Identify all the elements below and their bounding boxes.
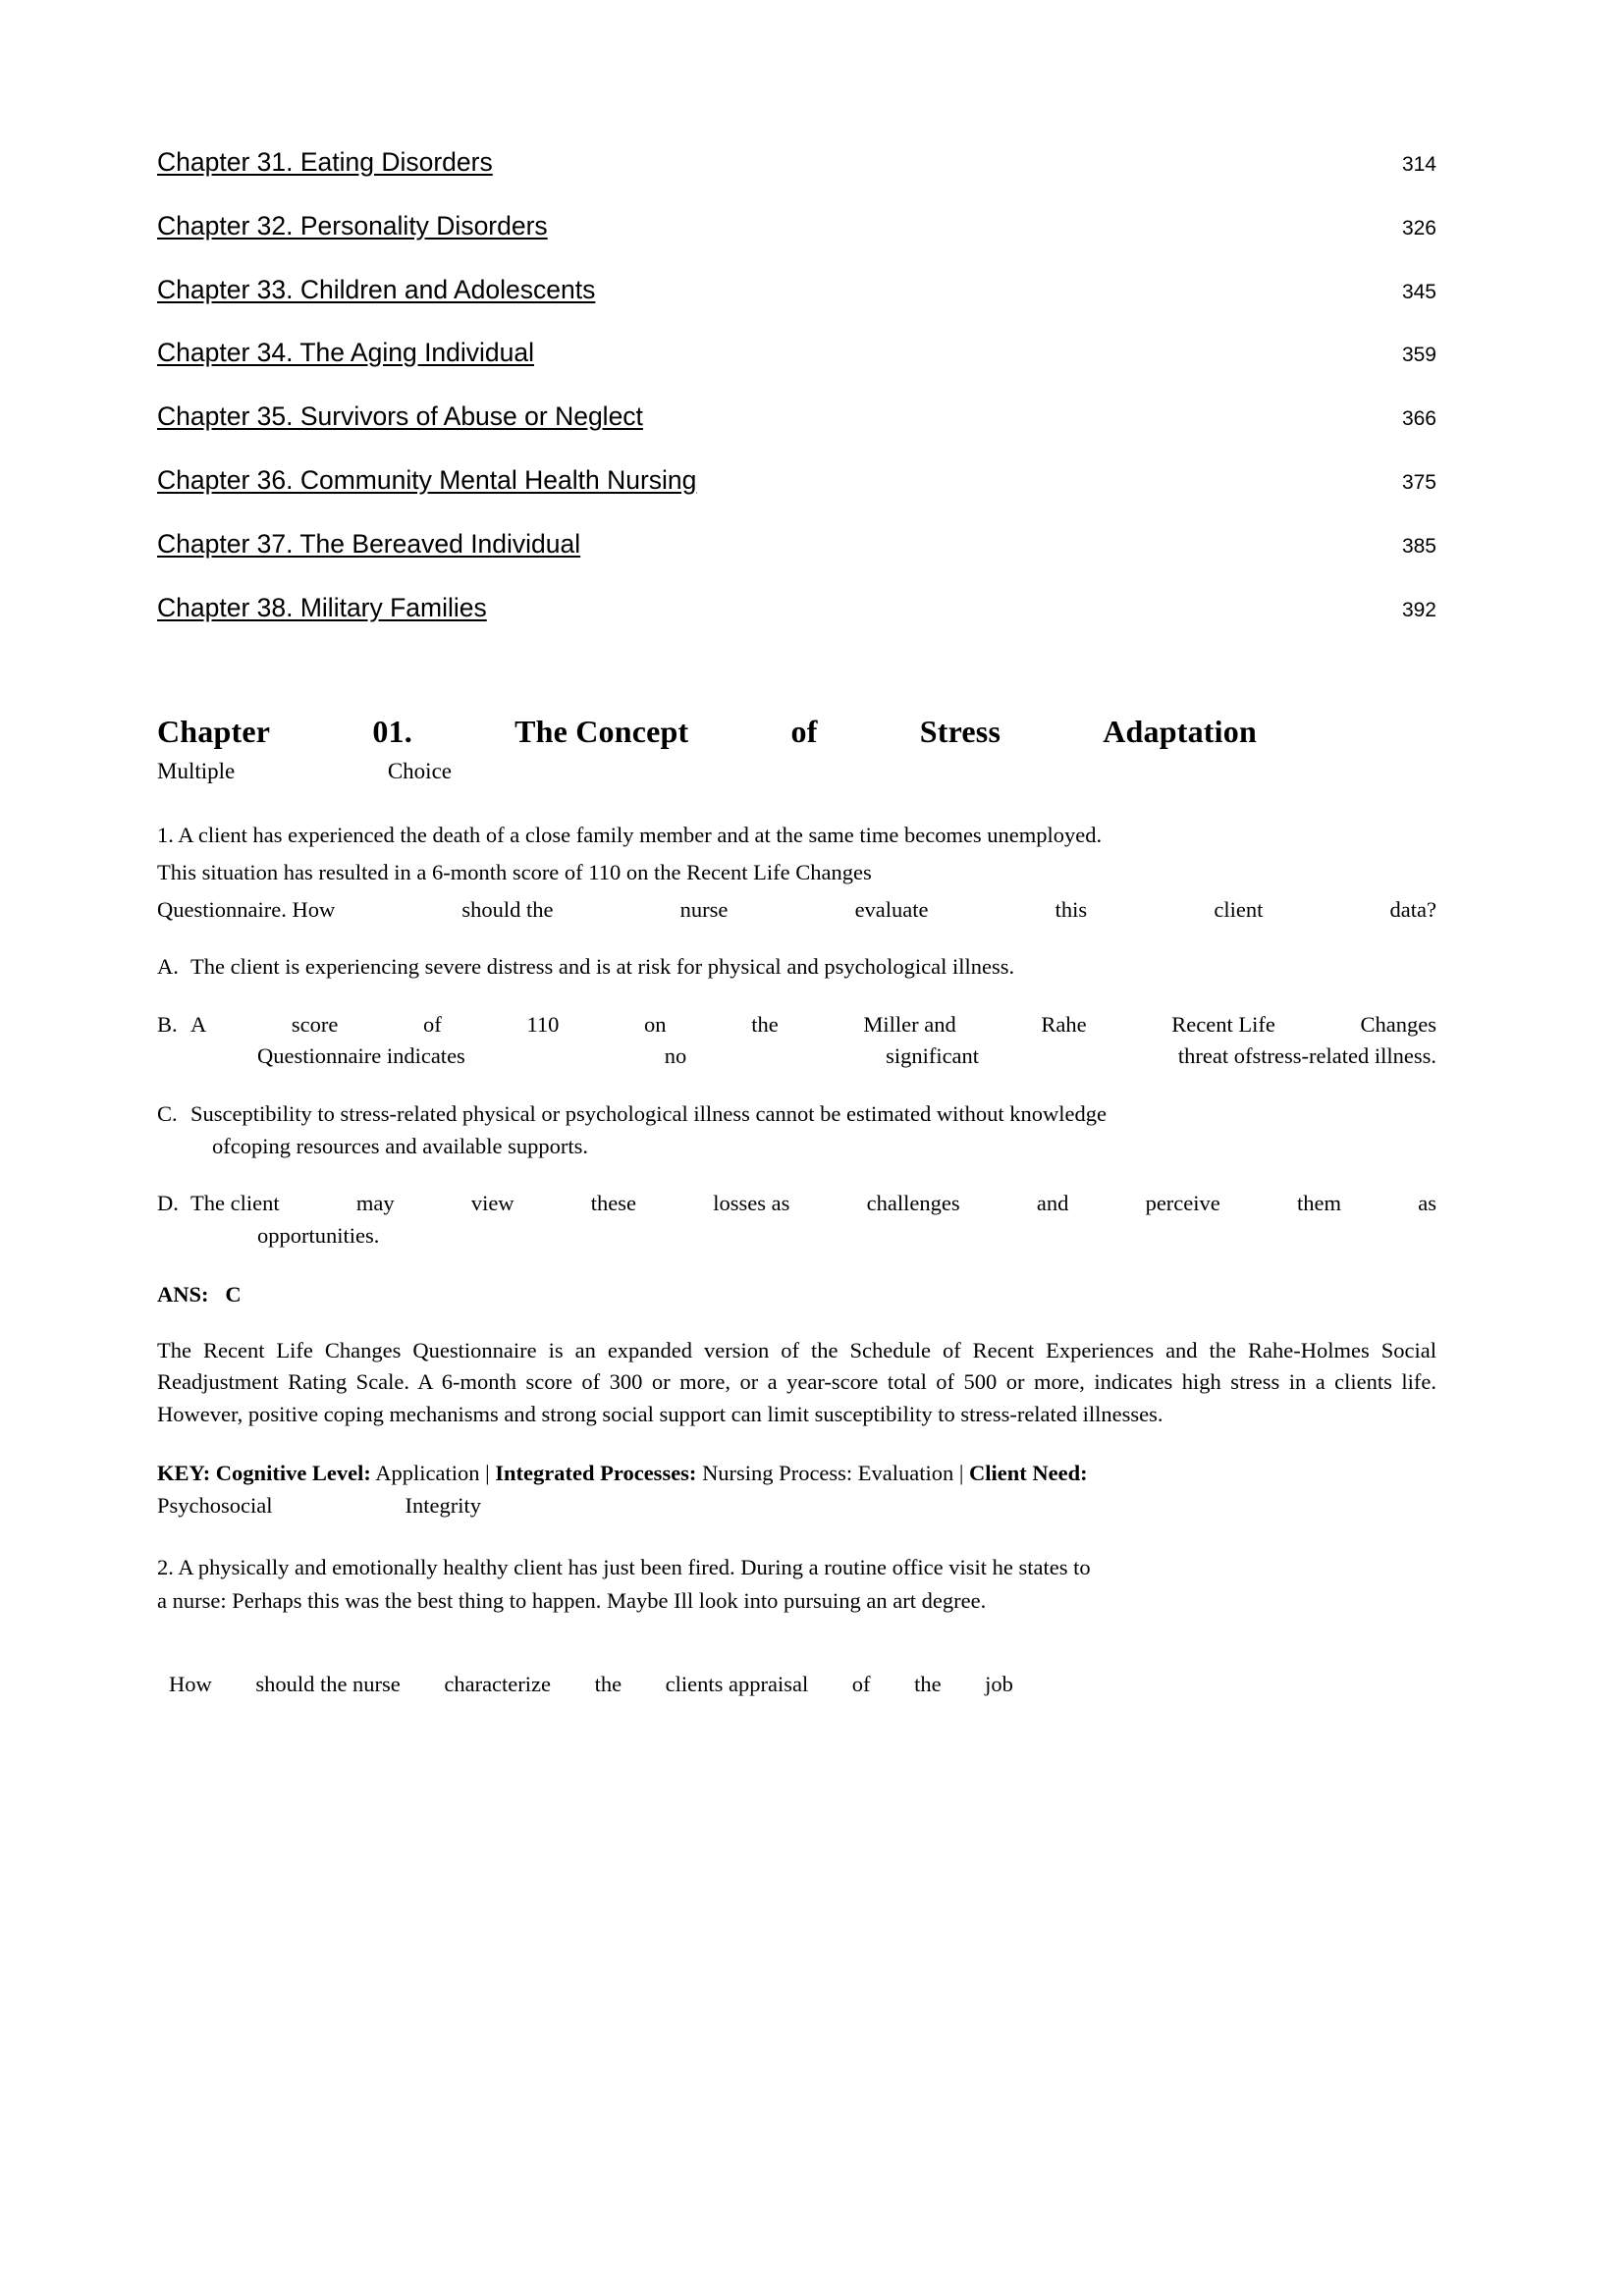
- question-2-line-3: [169, 1672, 1013, 1697]
- toc-entry-page: 392: [1401, 598, 1436, 621]
- option-text-line-2: opportunities.: [257, 1222, 380, 1248]
- stem-fragment: should the: [461, 897, 554, 923]
- question-1-stem-line-3: [157, 894, 1436, 926]
- toc-entry-page: 326: [1401, 216, 1436, 240]
- toc-entry-title[interactable]: Chapter 32. Personality Disorders: [157, 210, 548, 240]
- option-fragment: Questionnaire indicates: [257, 1043, 465, 1069]
- chapter-heading-word: The Concept: [514, 714, 689, 750]
- toc-entry-page: 345: [1401, 280, 1436, 303]
- toc-entry[interactable]: [157, 147, 1436, 179]
- question-fragment: of: [851, 1671, 871, 1696]
- answer-option-a[interactable]: [157, 951, 1436, 984]
- toc-entry[interactable]: [157, 401, 1436, 433]
- chapter-subheading: [157, 759, 452, 784]
- stem-fragment: client: [1214, 897, 1264, 923]
- chapter-heading-word: Chapter: [157, 714, 271, 750]
- key-value-client-need-word: Integrity: [405, 1493, 481, 1519]
- question-2-line-2: a nurse: Perhaps this was the best thing to happen. Maybe Ill look into pursuing an art degree.: [157, 1587, 987, 1613]
- toc-entry[interactable]: [157, 338, 1436, 369]
- option-fragment: on: [644, 1011, 667, 1037]
- question-fragment: characterize: [444, 1671, 552, 1696]
- option-fragment: these: [590, 1191, 637, 1216]
- question-1-stem-line-1: 1. A client has experienced the death of a close family member and at the same time becomes unemployed.: [157, 823, 1103, 848]
- toc-entry-title[interactable]: Chapter 33. Children and Adolescents: [157, 274, 596, 304]
- option-fragment: losses as: [713, 1191, 790, 1216]
- answer-option-c[interactable]: [157, 1098, 1436, 1162]
- option-fragment: challenges: [866, 1191, 960, 1216]
- option-fragment: perceive: [1145, 1191, 1220, 1216]
- option-fragment: significant: [886, 1043, 980, 1069]
- option-text-line-1: Susceptibility to stress-related physical or psychological illness cannot be estimated without knowledge: [190, 1101, 1107, 1127]
- key-label-integrated-processes: Integrated Processes:: [495, 1461, 697, 1486]
- toc-entry-page: 314: [1401, 153, 1436, 176]
- question-fragment: the: [914, 1671, 942, 1696]
- answer-option-d[interactable]: [157, 1188, 1436, 1252]
- stem-fragment: this: [1055, 897, 1088, 923]
- question-2-line-1: 2. A physically and emotionally healthy client has just been fired. During a routine office visit he states to: [157, 1554, 1091, 1579]
- key-line-2: [157, 1490, 481, 1522]
- question-fragment: clients appraisal: [665, 1671, 809, 1696]
- answer-label: ANS:: [157, 1281, 209, 1307]
- key-label-cognitive-level: KEY: Cognitive Level:: [157, 1461, 371, 1486]
- question-1: [157, 820, 1436, 1522]
- toc-entry[interactable]: [157, 593, 1436, 624]
- chapter-heading-word: Adaptation: [1103, 714, 1257, 750]
- question-fragment: job: [985, 1671, 1013, 1696]
- option-fragment: them: [1297, 1191, 1341, 1216]
- key-value-client-need-word: Psychosocial: [157, 1493, 273, 1519]
- stem-fragment: data?: [1389, 897, 1436, 923]
- toc-entry-page: 375: [1401, 470, 1436, 494]
- rationale-text: The Recent Life Changes Questionnaire is an expanded version of the Schedule of Recent Experiences and the Rahe-Holmes Social Readjustment Rating Scale. A 6-month score of 300 or more, or a year-score total of 500 or more, indicates high stress in a clients life. However, positive coping mechanisms and strong social support can limit susceptibility to stress-related illnesses.: [157, 1337, 1436, 1426]
- toc-entry[interactable]: [157, 465, 1436, 497]
- key-value-integrated-processes: Nursing Process: Evaluation |: [696, 1461, 970, 1486]
- answer-option-b[interactable]: [157, 1009, 1436, 1073]
- option-fragment: A: [190, 1011, 207, 1037]
- question-fragment: the: [594, 1671, 622, 1696]
- subheading-word: Choice: [387, 759, 452, 784]
- option-text-line-2: [257, 1041, 1436, 1073]
- option-fragment: The client: [190, 1191, 280, 1216]
- question-fragment: How: [169, 1671, 212, 1696]
- option-letter: C.: [157, 1101, 178, 1127]
- option-fragment: and: [1036, 1191, 1069, 1216]
- option-fragment: Changes: [1360, 1011, 1436, 1037]
- question-2: [157, 1552, 1436, 1697]
- stem-fragment: nurse: [679, 897, 729, 923]
- option-fragment: Rahe: [1041, 1011, 1087, 1037]
- key-block: [157, 1458, 1436, 1522]
- toc-entry-title[interactable]: Chapter 37. The Bereaved Individual: [157, 528, 581, 559]
- key-value-cognitive-level: Application |: [370, 1461, 496, 1486]
- toc-entry-page: 385: [1401, 534, 1436, 558]
- option-fragment: Recent Life: [1171, 1011, 1275, 1037]
- stem-fragment: evaluate: [854, 897, 929, 923]
- option-letter: A.: [157, 954, 179, 980]
- option-text-line-1: [190, 1188, 1436, 1220]
- table-of-contents: [157, 147, 1436, 623]
- toc-entry-title[interactable]: Chapter 34. The Aging Individual: [157, 338, 535, 368]
- key-line-1: [157, 1458, 1436, 1490]
- key-label-client-need: Client Need:: [969, 1461, 1088, 1486]
- option-text-line-1: [190, 1009, 1436, 1041]
- option-fragment: score: [291, 1011, 339, 1037]
- chapter-heading-word: Stress: [919, 714, 1001, 750]
- stem-fragment: Questionnaire. How: [157, 897, 336, 923]
- toc-entry[interactable]: [157, 529, 1436, 561]
- option-fragment: of: [423, 1011, 442, 1037]
- option-text: The client is experiencing severe distress and is at risk for physical and psychological illness.: [190, 954, 1015, 980]
- toc-entry-title[interactable]: Chapter 36. Community Mental Health Nursing: [157, 464, 697, 495]
- chapter-heading-word: of: [790, 714, 818, 750]
- chapter-heading: [157, 714, 1257, 750]
- option-fragment: view: [470, 1191, 514, 1216]
- option-letter: B.: [157, 1011, 178, 1037]
- option-fragment: as: [1418, 1191, 1436, 1216]
- toc-entry-title[interactable]: Chapter 38. Military Families: [157, 592, 487, 622]
- toc-entry-page: 359: [1401, 344, 1436, 367]
- option-fragment: Miller and: [863, 1011, 956, 1037]
- toc-entry-page: 366: [1401, 407, 1436, 431]
- option-letter: D.: [157, 1191, 179, 1216]
- option-fragment: may: [355, 1191, 395, 1216]
- option-fragment: no: [664, 1043, 687, 1069]
- chapter-heading-word: 01.: [372, 714, 412, 750]
- option-fragment: threat ofstress-related illness.: [1177, 1043, 1436, 1069]
- toc-entry-title[interactable]: Chapter 31. Eating Disorders: [157, 147, 493, 177]
- option-fragment: 110: [526, 1011, 560, 1037]
- answer-line: [157, 1282, 1436, 1308]
- answer-value: C: [225, 1281, 242, 1307]
- toc-entry[interactable]: [157, 211, 1436, 242]
- option-text-line-2: ofcoping resources and available supports.: [212, 1133, 589, 1158]
- toc-entry-title[interactable]: Chapter 35. Survivors of Abuse or Neglect: [157, 401, 643, 432]
- question-1-stem-line-2: This situation has resulted in a 6-month score of 110 on the Recent Life Changes: [157, 860, 872, 885]
- subheading-word: Multiple: [157, 759, 236, 784]
- toc-entry[interactable]: [157, 275, 1436, 306]
- option-fragment: the: [751, 1011, 779, 1037]
- question-fragment: should the nurse: [255, 1671, 401, 1696]
